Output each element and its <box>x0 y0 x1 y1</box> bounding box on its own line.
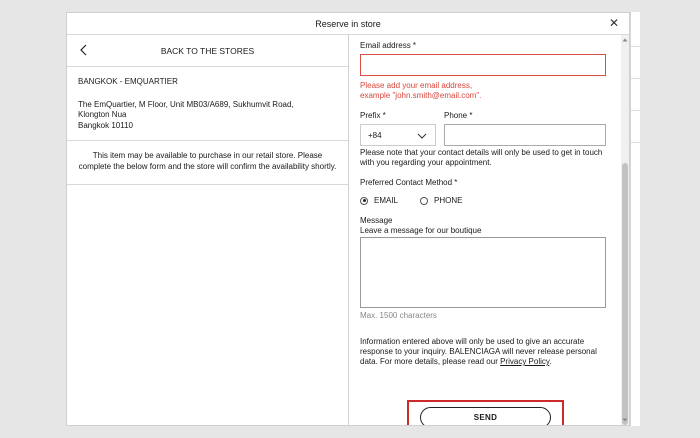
store-address-line2: Klongton Nua <box>78 110 127 119</box>
phone-row <box>360 111 606 146</box>
phone-column <box>444 111 606 146</box>
back-to-stores-label: BACK TO THE STORES <box>160 45 255 56</box>
send-button[interactable]: SEND <box>420 407 551 425</box>
radio-phone[interactable] <box>420 196 462 205</box>
reserve-in-store-modal <box>66 12 630 426</box>
store-name: BANGKOK - EMQUARTIER <box>78 77 178 86</box>
divider <box>631 110 641 111</box>
email-field[interactable] <box>360 54 606 76</box>
radio-email[interactable] <box>360 196 398 205</box>
availability-notice: This item may be available to purchase in our retail store. Please complete the below form and the store will confirm the availability shortly. <box>67 141 348 185</box>
message-textarea[interactable] <box>360 237 606 308</box>
back-to-stores-button[interactable] <box>67 35 348 67</box>
contact-method-options <box>360 196 606 205</box>
prefix-column <box>360 111 436 146</box>
store-address-line1: The EmQuartier, M Floor, Unit MB03/A689, Sukhumvit Road, <box>78 99 294 109</box>
radio-phone-indicator[interactable] <box>420 197 428 205</box>
contact-method-label: Preferred Contact Method * <box>360 178 458 187</box>
contact-details-note: Please note that your contact details will only be used to get in touch with you regarding your appointment. <box>360 148 603 167</box>
scroll-up-icon[interactable] <box>622 37 628 43</box>
prefix-select[interactable] <box>360 124 436 146</box>
radio-email-indicator[interactable] <box>360 197 368 205</box>
close-icon[interactable]: ✕ <box>608 16 619 30</box>
modal-title: Reserve in store <box>315 18 381 29</box>
store-details-pane <box>67 35 349 425</box>
divider <box>631 142 641 143</box>
divider <box>631 46 641 47</box>
form-scrollbar[interactable] <box>621 35 629 425</box>
reservation-form-pane <box>349 35 629 425</box>
phone-field[interactable] <box>444 124 606 146</box>
email-error-message: Please add your email address, example "john.smith@email.com". <box>360 81 482 100</box>
message-label: Message <box>360 216 393 225</box>
modal-header <box>67 13 629 35</box>
prefix-label: Prefix * <box>360 111 386 120</box>
send-button-highlight <box>407 400 564 425</box>
divider <box>631 78 641 79</box>
message-sublabel: Leave a message for our boutique <box>360 226 482 235</box>
scrollbar-thumb[interactable] <box>622 163 628 425</box>
reservation-form <box>360 41 606 367</box>
phone-label: Phone * <box>444 111 473 120</box>
privacy-disclaimer <box>360 337 610 367</box>
disclaimer-period: . <box>549 357 552 366</box>
radio-email-label: EMAIL <box>374 196 399 205</box>
disclaimer-text: Information entered above will only be used to give an accurate response to your inquiry. BALENCIAGA will never release personal data. For more details, please read our <box>360 337 597 366</box>
modal-body <box>67 35 629 425</box>
max-characters-hint: Max. 1500 characters <box>360 311 437 320</box>
store-address-line3: Bangkok 10110 <box>78 120 134 130</box>
chevron-left-icon <box>77 43 91 57</box>
prefix-value: +84 <box>368 130 382 140</box>
scroll-down-icon[interactable] <box>622 417 628 423</box>
email-label: Email address * <box>360 41 417 50</box>
store-info <box>67 67 348 141</box>
chevron-down-icon <box>417 131 427 141</box>
privacy-policy-link[interactable]: Privacy Policy <box>500 357 550 366</box>
background-page-strip <box>630 12 640 426</box>
radio-phone-label: PHONE <box>434 196 463 205</box>
